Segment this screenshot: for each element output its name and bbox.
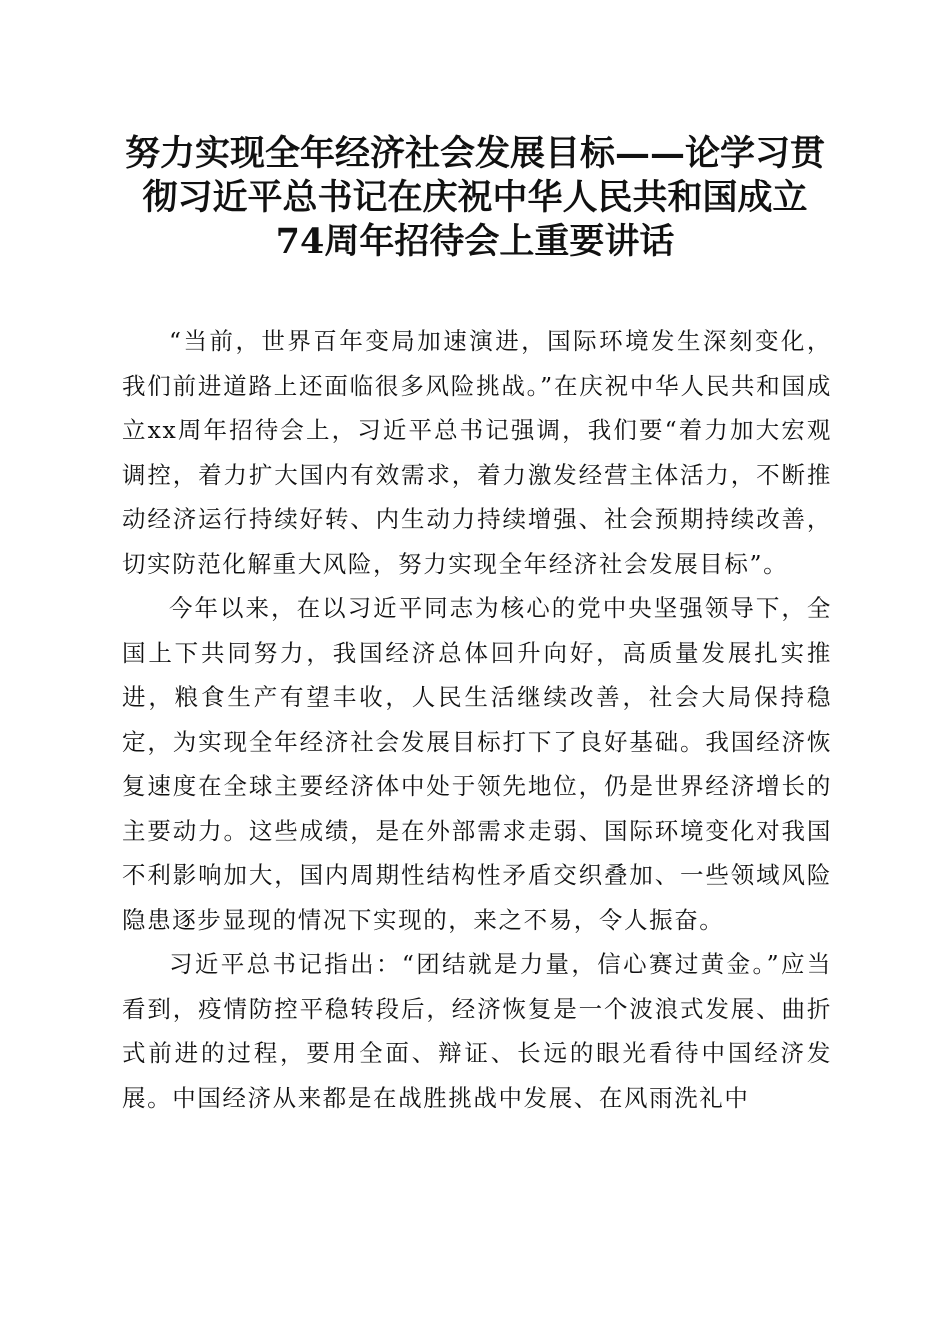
paragraph-1: “当前，世界百年变局加速演进，国际环境发生深刻变化，我们前进道路上还面临很多风险挑战。”在庆祝中华人民共和国成立xx周年招待会上，习近平总书记强调，我们要“着力加大宏观调控，着力扩大国内有效需求，着力激发经营主体活力，不断推动经济运行持续好转、内生动力持续增强、社会预期持续改善，切实防范化解重大风险，努力实现全年经济社会发展目标”。	[122, 327, 832, 578]
title-line-3: 74周年招待会上重要讲话	[275, 221, 675, 262]
article-body	[122, 319, 832, 1120]
article-title	[110, 132, 840, 264]
paragraph-2: 今年以来，在以习近平同志为核心的党中央坚强领导下，全国上下共同努力，我国经济总体回升向好，高质量发展扎实推进，粮食生产有望丰收，人民生活继续改善，社会大局保持稳定，为实现全年经济社会发展目标打下了良好基础。我国经济恢复速度在全球主要经济体中处于领先地位，仍是世界经济增长的主要动力。这些成绩，是在外部需求走弱、国际环境变化对我国不利影响加大，国内周期性结构性矛盾交织叠加、一些领域风险隐患逐步显现的情况下实现的，来之不易，令人振奋。	[122, 594, 832, 934]
title-line-1: 努力实现全年经济社会发展目标——论学习贯	[124, 133, 825, 174]
paragraph-3: 习近平总书记指出：“团结就是力量，信心赛过黄金。”应当看到，疫情防控平稳转段后，经济恢复是一个波浪式发展、曲折式前进的过程，要用全面、辩证、长远的眼光看待中国经济发展。中国经济从来都是在战胜挑战中发展、在风雨洗礼中	[122, 950, 832, 1112]
title-line-2: 彻习近平总书记在庆祝中华人民共和国成立	[142, 177, 808, 218]
